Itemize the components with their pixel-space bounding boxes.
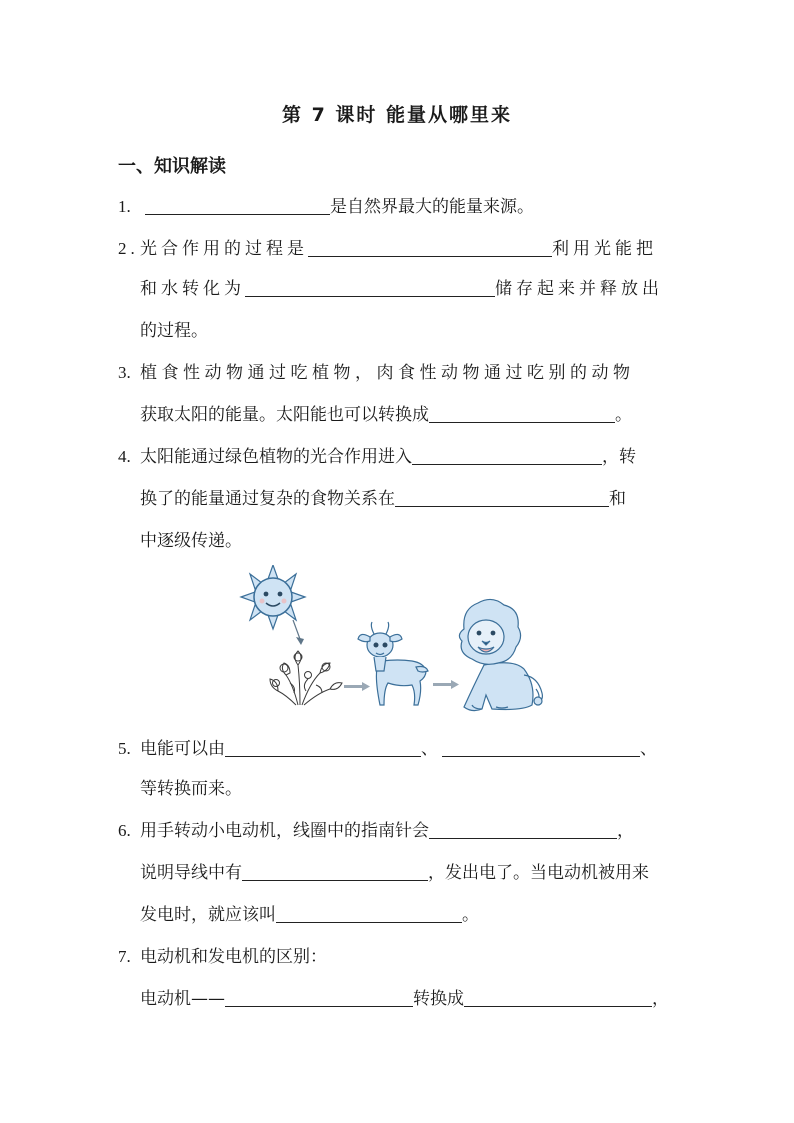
answer-blank[interactable] bbox=[308, 238, 552, 257]
page-title: 第 7 课时 能量从哪里来 bbox=[281, 104, 513, 126]
lion-icon bbox=[459, 599, 542, 710]
arrow-icon bbox=[433, 680, 459, 689]
question-text: 。 bbox=[615, 405, 632, 425]
question-text: 发电时，就应该叫 bbox=[140, 905, 276, 925]
question-text: 是自然界最大的能量来源。 bbox=[330, 197, 534, 217]
question-text: 和水转化为 bbox=[140, 279, 245, 299]
answer-blank[interactable] bbox=[225, 738, 421, 757]
question-text: ， bbox=[652, 989, 669, 1009]
question-number: 6. bbox=[118, 821, 131, 840]
question-2 bbox=[118, 236, 680, 262]
question-text: 电能可以由 bbox=[140, 739, 225, 759]
answer-blank[interactable] bbox=[464, 988, 652, 1007]
question-text: ， bbox=[617, 821, 634, 841]
question-number: 4. bbox=[118, 447, 131, 466]
arrow-icon bbox=[344, 682, 370, 691]
deer-icon bbox=[358, 622, 428, 705]
question-text: ，发出电了。当电动机被用来 bbox=[428, 863, 649, 883]
question-number: 3. bbox=[118, 363, 131, 382]
answer-blank[interactable] bbox=[429, 820, 617, 839]
question-text: 中逐级传递。 bbox=[140, 531, 242, 551]
answer-blank[interactable] bbox=[225, 988, 413, 1007]
arrow-icon bbox=[293, 620, 304, 645]
question-number: 5. bbox=[118, 739, 131, 758]
question-4 bbox=[118, 444, 680, 470]
question-7-line-2 bbox=[140, 986, 680, 1012]
question-text: 和 bbox=[609, 489, 626, 509]
answer-blank[interactable] bbox=[395, 488, 609, 507]
answer-blank[interactable] bbox=[429, 404, 615, 423]
answer-blank[interactable] bbox=[412, 446, 602, 465]
question-text: 利用光能把 bbox=[552, 239, 657, 259]
question-6-line-2 bbox=[140, 860, 680, 886]
question-text: 光合作用的过程是 bbox=[140, 239, 308, 259]
food-chain-illustration bbox=[238, 565, 548, 720]
question-5-line-2 bbox=[140, 776, 680, 802]
plant-icon bbox=[270, 651, 342, 705]
question-2-line-3 bbox=[140, 318, 680, 344]
question-3-line-2 bbox=[140, 402, 680, 428]
answer-blank[interactable] bbox=[245, 278, 495, 297]
question-5 bbox=[118, 736, 680, 762]
question-text: 储存起来并释放出 bbox=[495, 279, 663, 299]
question-text: 植食性动物通过吃植物，肉食性动物通过吃别的动物 bbox=[140, 363, 635, 383]
answer-blank[interactable] bbox=[242, 862, 428, 881]
question-text: 太阳能通过绿色植物的光合作用进入 bbox=[140, 447, 412, 467]
question-6 bbox=[118, 818, 680, 844]
question-text: 用手转动小电动机，线圈中的指南针会 bbox=[140, 821, 429, 841]
question-text: ，转 bbox=[602, 447, 636, 467]
question-number: 7. bbox=[118, 947, 131, 966]
question-text: 、 bbox=[640, 739, 657, 759]
question-text: 电动机—— bbox=[140, 989, 225, 1009]
sun-icon bbox=[241, 565, 305, 629]
question-6-line-3 bbox=[140, 902, 680, 928]
question-text: 等转换而来。 bbox=[140, 779, 242, 799]
section-heading: 一、知识解读 bbox=[118, 156, 226, 177]
question-number: 2. bbox=[118, 239, 139, 258]
question-text: 的过程。 bbox=[140, 321, 208, 341]
question-2-line-2 bbox=[140, 276, 680, 302]
question-7 bbox=[118, 944, 680, 970]
question-1 bbox=[118, 194, 680, 220]
answer-blank[interactable] bbox=[145, 196, 330, 215]
answer-blank[interactable] bbox=[442, 738, 640, 757]
question-text: 。 bbox=[462, 905, 479, 925]
question-4-line-3 bbox=[140, 528, 680, 554]
question-number: 1. bbox=[118, 197, 131, 216]
question-text: 转换成 bbox=[413, 989, 464, 1009]
question-text: 电动机和发电机的区别： bbox=[140, 947, 327, 967]
question-4-line-2 bbox=[140, 486, 680, 512]
question-text: 、 bbox=[421, 739, 438, 759]
question-text: 换了的能量通过复杂的食物关系在 bbox=[140, 489, 395, 509]
answer-blank[interactable] bbox=[276, 904, 462, 923]
question-text: 获取太阳的能量。太阳能也可以转换成 bbox=[140, 405, 429, 425]
question-text: 说明导线中有 bbox=[140, 863, 242, 883]
question-3 bbox=[118, 360, 680, 386]
